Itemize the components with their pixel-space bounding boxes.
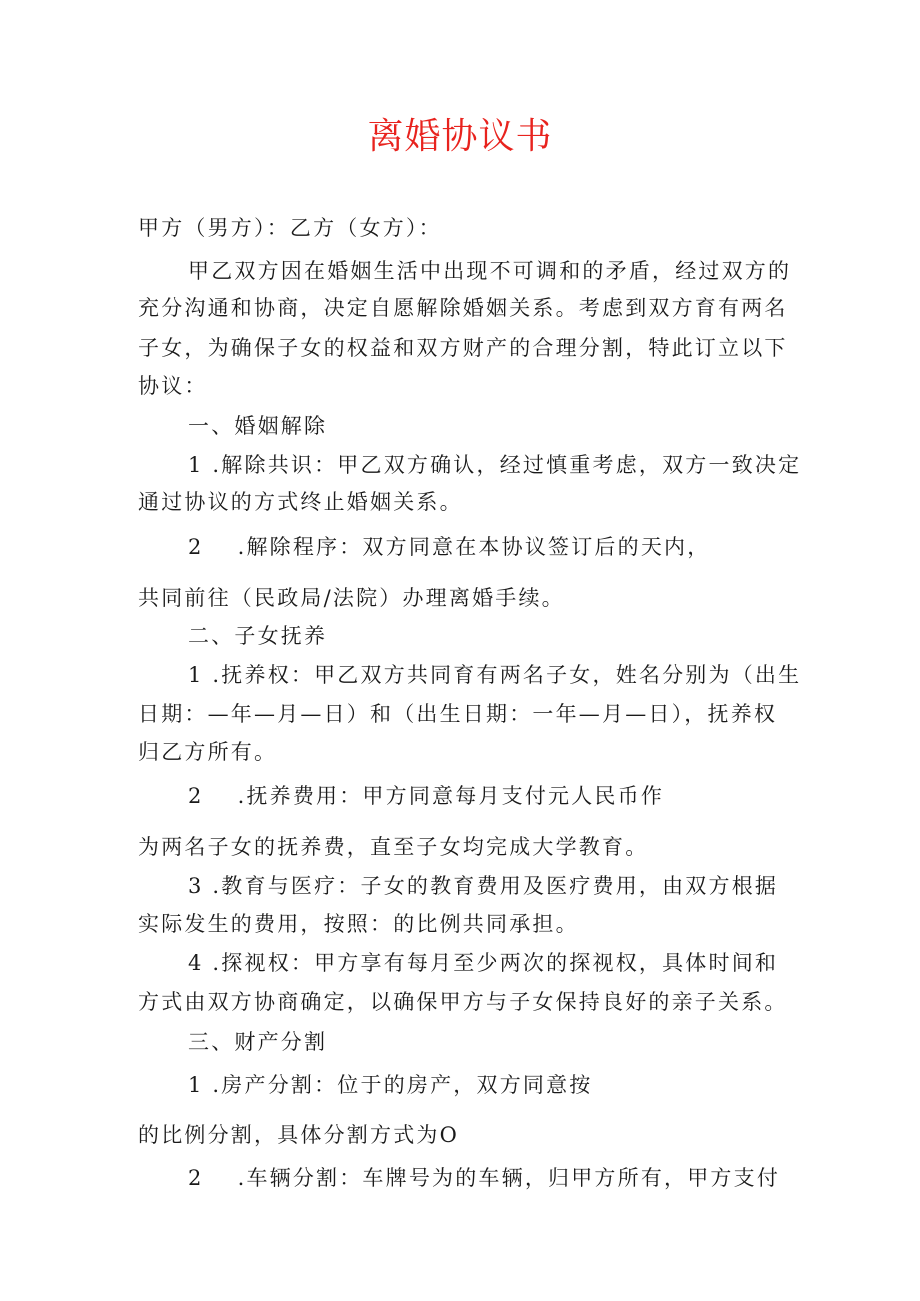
preamble-line-1: 甲乙双方因在婚姻生活中出现不可调和的矛盾，经过双方的 bbox=[188, 259, 792, 283]
section-2-item-2-cont: 为两名子女的抚养费，直至子女均完成大学教育。 bbox=[138, 835, 649, 859]
item-number: 2 bbox=[188, 535, 204, 559]
section-2-item-4-line-1: 4 .探视权：甲方享有每月至少两次的探视权，具体时间和 bbox=[188, 951, 779, 975]
section-3-item-1-cont: 的比例分割，具体分割方式为O bbox=[138, 1123, 460, 1147]
preamble-line-2: 充分沟通和协商，决定自愿解除婚姻关系。考虑到双方育有两名 bbox=[138, 296, 788, 320]
section-2-item-3-line-1: 3 .教育与医疗：子女的教育费用及医疗费用，由双方根据 bbox=[188, 874, 779, 898]
section-2-item-1-line-1: 1 .抚养权：甲乙双方共同育有两名子女，姓名分别为（出生 bbox=[188, 663, 802, 687]
section-1-item-2-cont: 共同前往（民政局/法院）办理离婚手续。 bbox=[138, 586, 565, 610]
preamble-line-3: 子女，为确保子女的权益和双方财产的合理分割，特此订立以下 bbox=[138, 336, 788, 360]
section-3-heading: 三、财产分割 bbox=[188, 1030, 328, 1054]
section-1-item-1-line-2: 通过协议的方式终止婚姻关系。 bbox=[138, 490, 463, 514]
section-2-item-1-line-3: 归乙方所有。 bbox=[138, 740, 278, 764]
section-2-item-3-line-2: 实际发生的费用，按照：的比例共同承担。 bbox=[138, 912, 579, 936]
item-number: 2 bbox=[188, 1166, 204, 1190]
preamble-line-4: 协议： bbox=[138, 374, 208, 398]
section-1-heading: 一、婚姻解除 bbox=[188, 414, 328, 438]
parties-line: 甲方（男方）：乙方（女方）： bbox=[138, 216, 442, 240]
section-2-item-4-line-2: 方式由双方协商确定，以确保甲方与子女保持良好的亲子关系。 bbox=[138, 990, 788, 1014]
item-number: 2 bbox=[188, 784, 204, 808]
section-2-item-2 bbox=[188, 781, 664, 811]
section-1-item-1-line-1: 1 .解除共识：甲乙双方确认，经过慎重考虑，双方一致决定 bbox=[188, 453, 802, 477]
document-title: 离婚协议书 bbox=[367, 116, 553, 157]
item-text: .解除程序：双方同意在本协议签订后的天内， bbox=[237, 535, 711, 559]
item-text: .车辆分割：车牌号为的车辆，归甲方所有，甲方支付 bbox=[237, 1166, 781, 1190]
section-3-item-2 bbox=[188, 1163, 780, 1193]
section-1-item-2 bbox=[188, 532, 710, 562]
item-text: .抚养费用：甲方同意每月支付元人民币作 bbox=[237, 784, 665, 808]
section-2-heading: 二、子女抚养 bbox=[188, 624, 328, 648]
section-2-item-1-line-2: 日期：—年—月—日）和（出生日期：一年—月—日），抚养权 bbox=[138, 702, 778, 726]
section-3-item-1: 1 .房产分割：位于的房产，双方同意按 bbox=[188, 1073, 593, 1097]
